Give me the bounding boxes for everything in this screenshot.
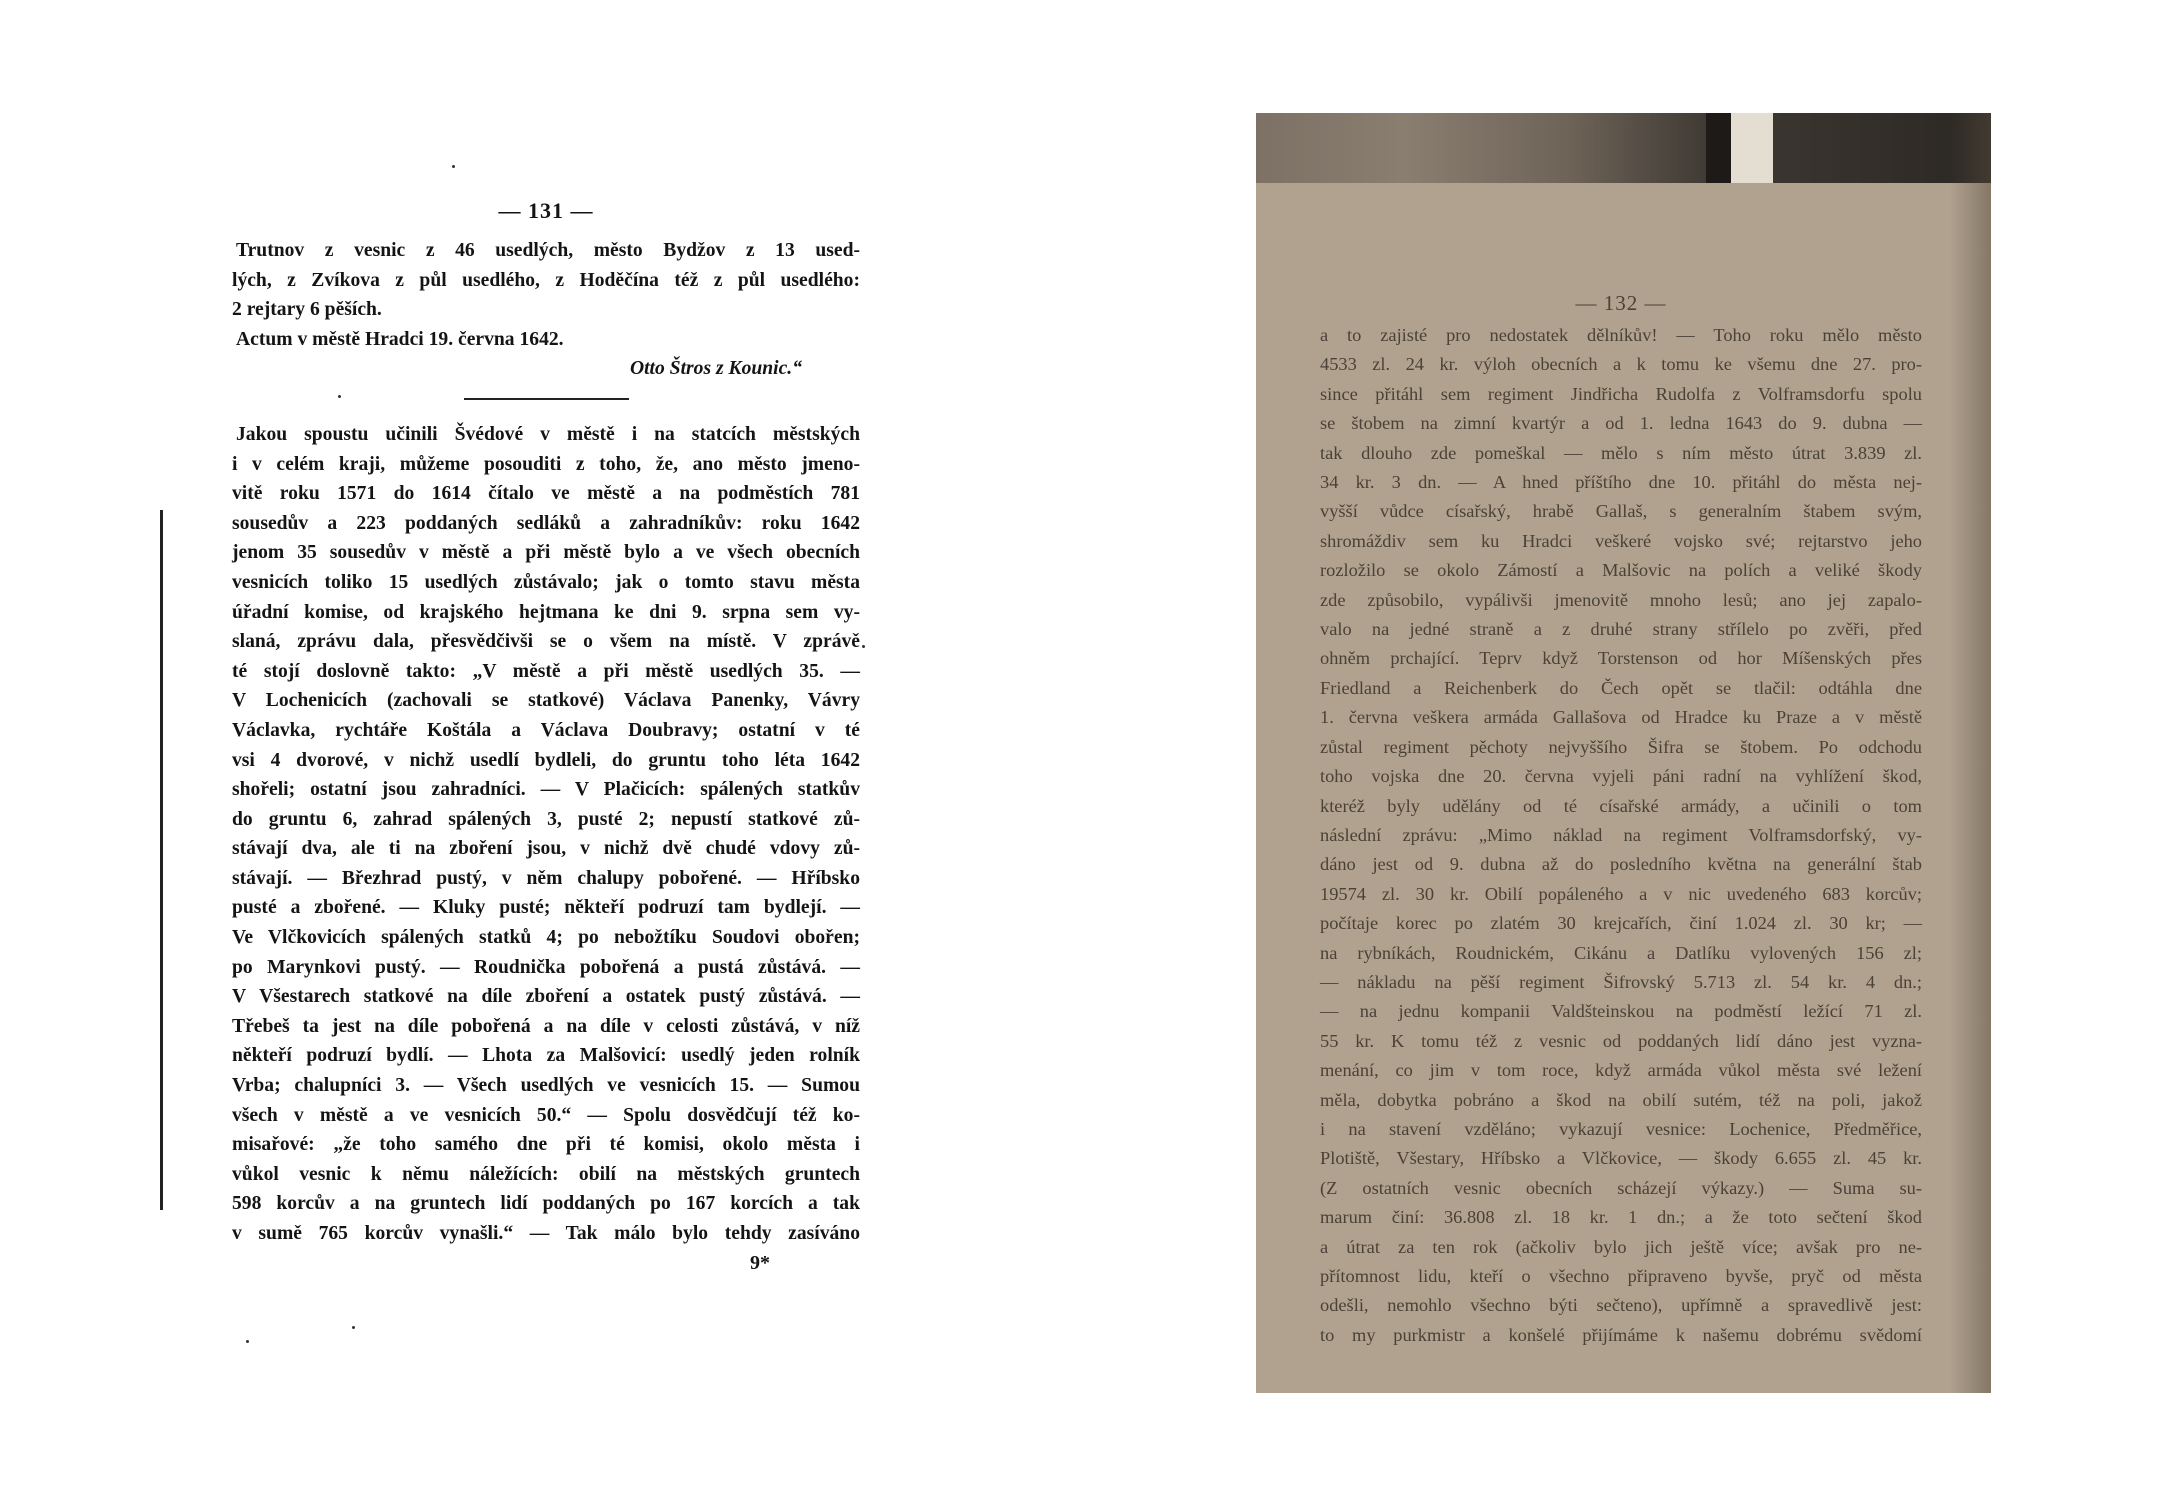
text-line: Vrba; chalupníci 3. — Všech usedlých ve vesnicích 15. — Sumou	[232, 1075, 860, 1097]
text-line: i na stavení vzděláno; vykazují vesnice: Lochenice, Předměřice,	[1320, 1118, 1922, 1139]
page-number: — 131 —	[498, 198, 594, 223]
speck	[862, 645, 865, 648]
text-line: V Všestarech statkové na díle zboření a ostatek pustý zůstává. —	[232, 986, 860, 1008]
text-line: do gruntu 6, zahrad spálených 3, pusté 2; nepustí statkové zů-	[232, 808, 860, 830]
text-line: V Lochenicích (zachovali se statkové) Václava Panenky, Vávry	[232, 690, 860, 712]
text-line: vůkol vesnic k němu náležících: obilí na městských gruntech	[232, 1163, 860, 1185]
text-line: 55 kr. K tomu též z vesnic od poddaných lidí dáno jest vyzna-	[1320, 1030, 1922, 1051]
text-line: počítaje korec po zlatém 30 krejcařích, činí 1.024 zl. 30 kr; —	[1320, 913, 1922, 934]
text-line: v sumě 765 korcův vynašli.“ — Tak málo bylo tehdy zasíváno	[232, 1223, 860, 1244]
text-line: misařové: „že toho samého dne při té komisi, okolo města i	[232, 1134, 860, 1156]
text-line: menání, co jim v tom roce, když armáda vůkol města své ležení	[1320, 1060, 1922, 1081]
text-line: po Marynkovi pustý. — Roudnička pobořená a pustá zůstává. —	[232, 956, 860, 978]
right-text-column	[1320, 288, 1922, 1350]
text-line: to my purkmistr a konšelé přijímáme k našemu dobrému svědomí	[1320, 1324, 1922, 1345]
text-line: sousedův a 223 poddaných sedláků a zahradníkův: roku 1642	[232, 512, 860, 534]
text-line: té stojí doslovně takto: „V městě a při městě usedlých 35. —	[232, 660, 860, 682]
text-line: since přitáhl sem regiment Jindřicha Rudolfa z Volframsdorfu spolu	[1320, 383, 1922, 404]
right-page	[1256, 113, 1991, 1393]
speck	[352, 1326, 355, 1329]
text-line: dáno jest od 9. dubna až do posledního května na generální štab	[1320, 854, 1922, 875]
text-line: pusté a zbořené. — Kluky pusté; někteří podruzí tam bydlejí. —	[232, 897, 860, 919]
text-line: a to zajisté pro nedostatek dělníkův! — Toho roku mělo město	[1320, 325, 1922, 345]
text-line: na rybníkách, Roudnickém, Cikánu a Datlíku vylovených 156 zl;	[1320, 942, 1922, 963]
text-line: následní zprávu: „Mimo náklad na regiment Volframsdorfský, vy-	[1320, 824, 1922, 845]
text-line: stávají dva, ale ti na zboření jsou, v nichž dvě chudé vdovy zů-	[232, 838, 860, 860]
text-line: jenom 35 sousedův v městě a při městě bylo a ve všech obecních	[232, 542, 860, 564]
text-line: a útrat za ten rok (ačkoliv bylo jich ještě více; avšak pro ne-	[1320, 1236, 1922, 1257]
text-line: úřadní komise, od krajského hejtmana ke dni 9. srpna sem vy-	[232, 601, 860, 623]
text-line: Actum v městě Hradci 19. června 1642.	[236, 328, 564, 350]
text-line: vitě roku 1571 do 1614 čítalo ve městě a na podměstích 781	[232, 483, 860, 505]
text-line: vyšší vůdce císařský, hrabě Gallaš, s generalním štabem svým,	[1320, 501, 1922, 522]
scan-right-shadow	[1949, 113, 1991, 1393]
text-line: valo na jedné straně a z druhé strany střílelo po zvěři, před	[1320, 619, 1922, 640]
text-line: Trutnov z vesnic z 46 usedlých, město Bydžov z 13 used-	[236, 240, 860, 261]
text-line: shromáždiv sem ku Hradci veškeré vojsko své; rejtarstvo jeho	[1320, 530, 1922, 551]
speck	[246, 1340, 249, 1343]
text-line: 34 kr. 3 dn. — A hned příštího dne 10. přitáhl do města nej-	[1320, 472, 1922, 493]
text-line: Plotiště, Všestary, Hříbsko a Vlčkovice, — škody 6.655 zl. 45 kr.	[1320, 1148, 1922, 1169]
text-line: Václavka, rychtáře Koštála a Václava Doubravy; ostatní v té	[232, 719, 860, 741]
text-line: rozložilo se okolo Zámostí a Malšovic na polích a veliké škody	[1320, 560, 1922, 581]
text-line: všech v městě a ve vesnicích 50.“ — Spolu dosvědčují též ko-	[232, 1104, 860, 1126]
text-line: měla, dobytka pobráno a škod na obilí sutém, též na poli, jakož	[1320, 1089, 1922, 1110]
text-line: i v celém kraji, můžeme posouditi z toho, že, ano město jmeno-	[232, 453, 860, 475]
signature: Otto Štros z Kounic.“	[629, 358, 802, 380]
text-line: Třebeš ta jest na díle pobořená a na díle v celosti zůstává, v níž	[232, 1015, 860, 1037]
text-line: Jakou spoustu učinili Švédové v městě i na statcích městských	[236, 423, 860, 445]
text-line: zde způsobilo, vypálivši jmenovitě mnoho lesů; ano jej zapalo-	[1320, 589, 1922, 610]
margin-line	[160, 510, 163, 1210]
scan-top-band	[1256, 113, 1991, 183]
speck	[452, 165, 455, 168]
text-line: zůstal regiment pěchoty nejvyššího Šifra se štobem. Po odchodu	[1320, 736, 1922, 757]
text-line: 2 rejtary 6 pěších.	[232, 299, 382, 321]
text-line: (Z ostatních vesnic obecních scházejí výkazy.) — Suma su-	[1320, 1177, 1922, 1198]
text-line: lých, z Zvíkova z půl usedlého, z Hoděčína též z půl usedlého:	[232, 269, 860, 291]
text-line: toho vojska dne 20. června vyjeli páni radní na vyhlížení škod,	[1320, 766, 1922, 787]
text-line: — nákladu na pěší regiment Šifrovský 5.713 zl. 54 kr. 4 dn.;	[1320, 971, 1922, 992]
text-line: slaná, zprávu dala, přesvědčivši se o všem na místě. V zprávě	[232, 631, 860, 653]
text-line: kteréž byly udělány od té císařské armády, a učinili o tom	[1320, 795, 1922, 816]
text-line: 598 korcův a na gruntech lidí poddaných po 167 korcích a tak	[232, 1193, 860, 1215]
sheet-signature: 9*	[750, 1251, 770, 1274]
text-line: 19574 zl. 30 kr. Obilí popáleného a v nic uvedeného 683 korcův;	[1320, 883, 1922, 904]
text-line: 1. června veškera armáda Gallašova od Hradce ku Praze a v městě	[1320, 707, 1922, 728]
text-line: přítomnost lidu, kteří o všechno připraveno byvše, pryč od města	[1320, 1266, 1922, 1286]
text-line: odešli, nemohlo všechno býti sečteno), upřímně a spravedlivě jest:	[1320, 1295, 1922, 1316]
page-number: — 132 —	[1575, 291, 1667, 315]
text-line: tak dlouho zde pomeškal — mělo s ním město útrat 3.839 zl.	[1320, 442, 1922, 463]
text-line: vesnicích toliko 15 usedlých zůstávalo; jak o tomto stavu města	[232, 571, 860, 593]
text-line: Ve Vlčkovicích spálených statků 4; po nebožtíku Soudovi obořen;	[232, 927, 860, 949]
text-line: 4533 zl. 24 kr. výloh obecních a k tomu ke všemu dne 27. pro-	[1320, 354, 1922, 375]
left-text-column	[232, 196, 860, 1277]
text-line: vsi 4 dvorové, v nichž usedlí bydleli, do gruntu toho léta 1642	[232, 749, 860, 771]
text-line: — na jednu kompanii Valdšteinskou na podměstí ležící 71 zl.	[1320, 1001, 1922, 1022]
text-line: ohněm prchající. Teprv když Torstenson od hor Míšenských přes	[1320, 648, 1922, 669]
text-line: Friedland a Reichenberk do Čech opět se tlačil: odtáhla dne	[1320, 677, 1922, 698]
scan-edge-light	[1731, 113, 1773, 183]
section-divider	[464, 398, 629, 400]
text-line: se štobem na zimní kvartýr a od 1. ledna 1643 do 9. dubna —	[1320, 413, 1922, 434]
text-line: marum činí: 36.808 zl. 18 kr. 1 dn.; a že toto sečtení škod	[1320, 1207, 1922, 1228]
text-line: stávají. — Březhrad pustý, v něm chalupy pobořené. — Hříbsko	[232, 867, 860, 889]
scan-edge-dark	[1706, 113, 1731, 183]
text-line: někteří podruzí bydlí. — Lhota za Malšovicí: usedlý jeden rolník	[232, 1045, 860, 1067]
text-line: shořeli; ostatní jsou zahradníci. — V Plačicích: spálených statkův	[232, 779, 860, 801]
